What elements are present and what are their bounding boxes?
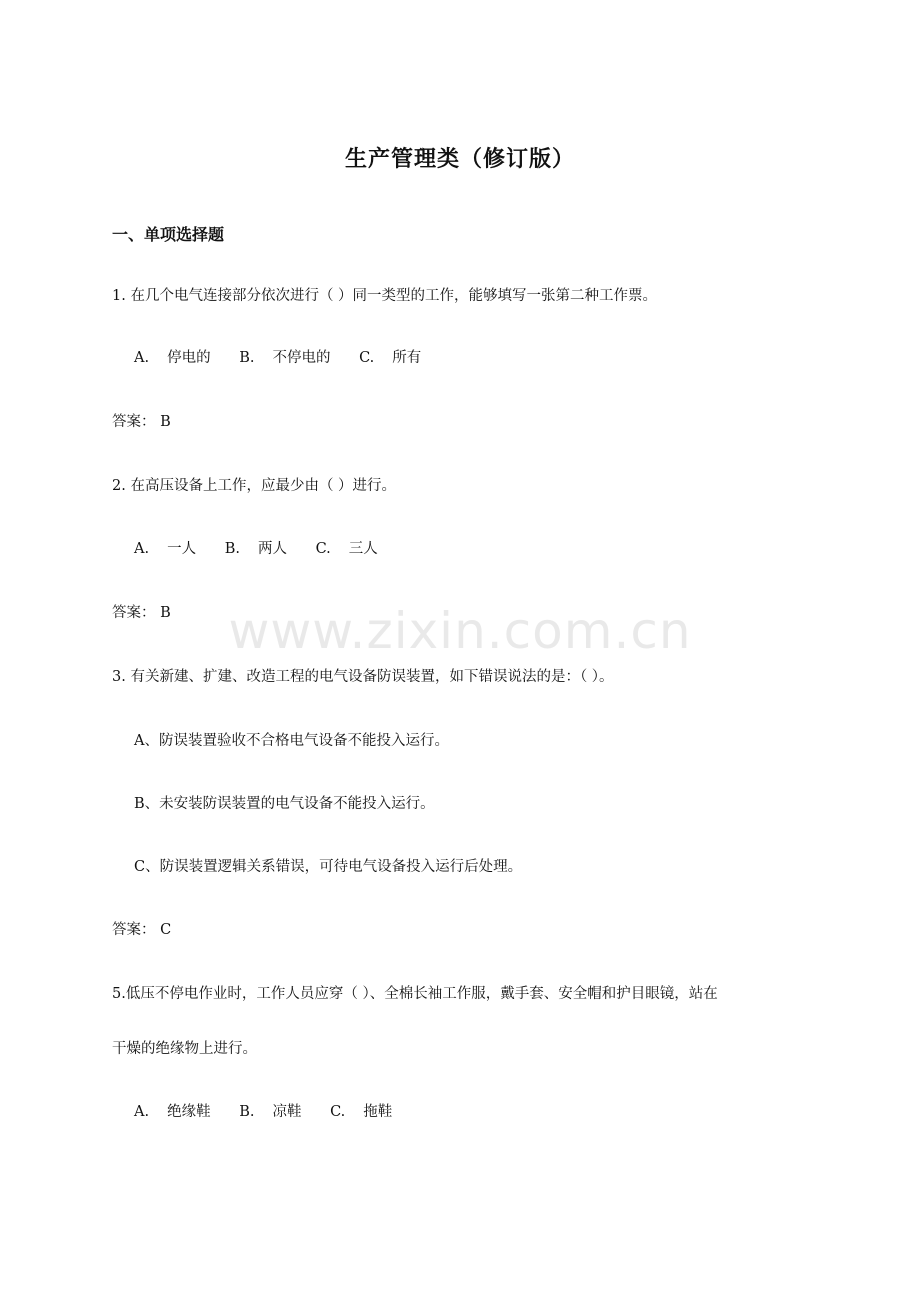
option-b: B. 两人	[224, 541, 287, 557]
question-1-options	[134, 346, 445, 367]
question-2-answer: 答案： B	[112, 605, 171, 621]
question-5-stem-line2: 干燥的绝缘物上进行。	[112, 1041, 257, 1057]
question-2-options	[134, 537, 402, 558]
question-3-answer: 答案： C	[112, 922, 172, 938]
question-5-options	[134, 1100, 416, 1121]
option-c: C. 三人	[315, 541, 378, 557]
page-title: 生产管理类（修订版）	[344, 147, 575, 172]
option-a: A. 一人	[134, 541, 197, 557]
question-2-stem: 2. 在高压设备上工作，应最少由（ ）进行。	[112, 478, 397, 494]
question-5-stem-line1: 5.低压不停电作业时，工作人员应穿（ ）、全棉长袖工作服，戴手套、安全帽和护目眼镜，站在	[112, 986, 718, 1002]
section-heading: 一、单项选择题	[112, 225, 225, 244]
question-3-option-b: B、未安装防误装置的电气设备不能投入运行。	[134, 796, 435, 812]
option-b: B. 凉鞋	[239, 1104, 302, 1120]
question-3-option-a: A、防误装置验收不合格电气设备不能投入运行。	[134, 733, 449, 749]
question-3-option-c: C、防误装置逻辑关系错误，可待电气设备投入运行后处理。	[134, 859, 523, 875]
option-c: C. 所有	[359, 350, 422, 366]
question-1-stem: 1. 在几个电气连接部分依次进行（ ）同一类型的工作，能够填写一张第二种工作票。	[112, 288, 658, 304]
watermark: www.zixin.com.cn	[228, 602, 692, 660]
option-a: A. 停电的	[134, 350, 211, 366]
question-1-answer: 答案： B	[112, 414, 171, 430]
option-c: C. 拖鞋	[330, 1104, 393, 1120]
question-3-stem: 3. 有关新建、扩建、改造工程的电气设备防误装置，如下错误说法的是：（ ）。	[112, 669, 614, 685]
option-a: A. 绝缘鞋	[134, 1104, 211, 1120]
option-b: B. 不停电的	[239, 350, 331, 366]
